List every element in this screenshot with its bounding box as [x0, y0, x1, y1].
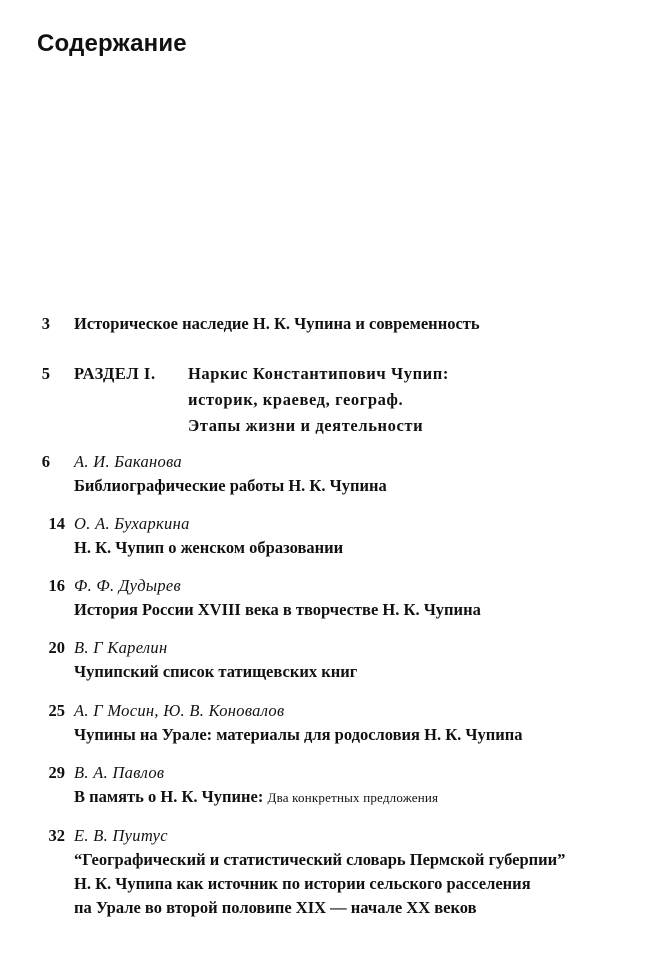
entry-author: А. И. Баканова [74, 452, 182, 471]
entry-title-line-2: Н. К. Чупипа как источник по истории сельского расселения [74, 874, 531, 893]
page-number: 32 [48, 826, 65, 845]
entry-author: А. Г Мосин, Ю. В. Коновалов [74, 701, 285, 720]
page-number: 14 [48, 514, 65, 533]
section-title-line-2: историк, краевед, географ. [188, 390, 404, 409]
entry-author: В. Г Карелин [74, 638, 168, 657]
page-title: Содержание [37, 30, 187, 57]
entry-title: Чупипский список татищевских книг [74, 662, 358, 681]
entry-author: Е. В. Пуитус [74, 826, 168, 845]
entry-author: О. А. Бухаркина [74, 514, 190, 533]
entry-title: Чупины на Урале: материалы для родословия Н. К. Чупипа [74, 725, 523, 744]
entry-title: Библиографические работы Н. К. Чупина [74, 476, 387, 495]
entry-subtitle: Два конкретных предложения [267, 790, 439, 805]
entry-title-line-3: па Урале во второй половипе XIX — начале XX веков [74, 898, 477, 917]
section-title-line-1: Наркис Константипович Чупип: [188, 364, 449, 383]
page-number: 16 [48, 576, 65, 595]
page-number: 5 [41, 364, 50, 383]
entry-title: Н. К. Чупип о женском образовании [74, 538, 344, 557]
section-title-line-3: Этапы жизни и деятельности [188, 416, 424, 435]
entry-title-line-1: “Географический и статистический словарь Пермской губерпии” [74, 850, 566, 869]
page-number: 25 [48, 701, 65, 720]
page-number: 29 [48, 763, 65, 782]
entry-title: Историческое наследие Н. К. Чупина и современность [74, 314, 480, 333]
entry-title: История России XVIII века в творчестве Н. К. Чупина [74, 600, 481, 619]
entry-title: В память о Н. К. Чупине: [74, 787, 264, 806]
page-number: 6 [41, 452, 50, 471]
page-number: 3 [41, 314, 50, 333]
section-label: РАЗДЕЛ I. [74, 364, 156, 383]
entry-author: В. А. Павлов [74, 763, 165, 782]
page-number: 20 [48, 638, 65, 657]
entry-author: Ф. Ф. Дудырев [74, 576, 181, 595]
